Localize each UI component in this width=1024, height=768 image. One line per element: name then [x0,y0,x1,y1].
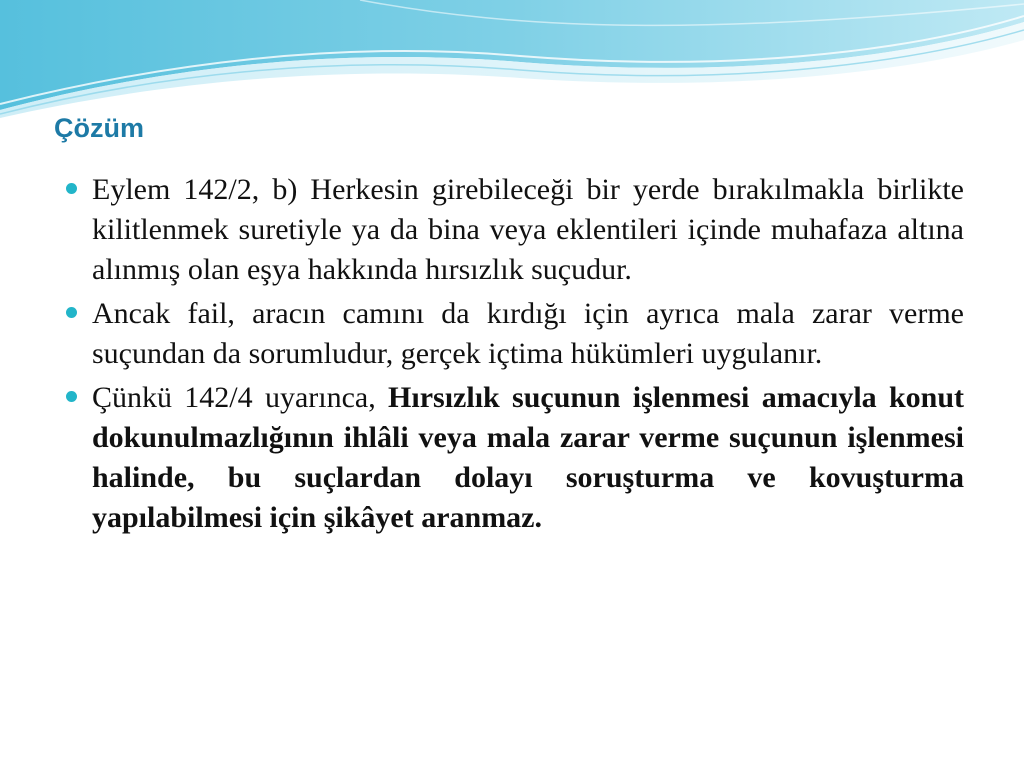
bullet-dot-icon [66,183,77,194]
bullet-text-regular: Çünkü 142/4 uyarınca, [92,381,376,414]
bullet-item-1 [62,170,964,290]
bullet-dot-icon [66,307,77,318]
bullet-text: Ancak fail, aracın camını da kırdığı için ayrıca mala zarar verme suçundan da sorumludur, gerçek içtima hükümleri uygulanır. [92,297,964,370]
slide-title: Çözüm [54,113,144,143]
header-wave-decoration [0,0,1024,120]
bullet-text: Eylem 142/2, b) Herkesin girebileceği bir yerde bırakılmakla birlikte kilitlenmek suretiyle ya da bina veya eklentileri içinde muhafaza altına alınmış olan eşya hakkında hırsızlık suçudur. [92,173,964,286]
bullet-item-2 [62,294,964,374]
bullet-text-bold: Hırsızlık suçunun işlenmesi amacıyla konut dokunulmazlığının ihlâli veya mala zarar verme suçunun işlenmesi halinde, bu suçlardan dolayı soruşturma ve kovuşturma yapılabilmesi için şikâyet aranmaz. [92,381,965,534]
bullet-dot-icon [66,391,77,402]
bullet-list [62,170,964,542]
bullet-item-3 [62,378,964,538]
bullet-text [92,378,964,538]
